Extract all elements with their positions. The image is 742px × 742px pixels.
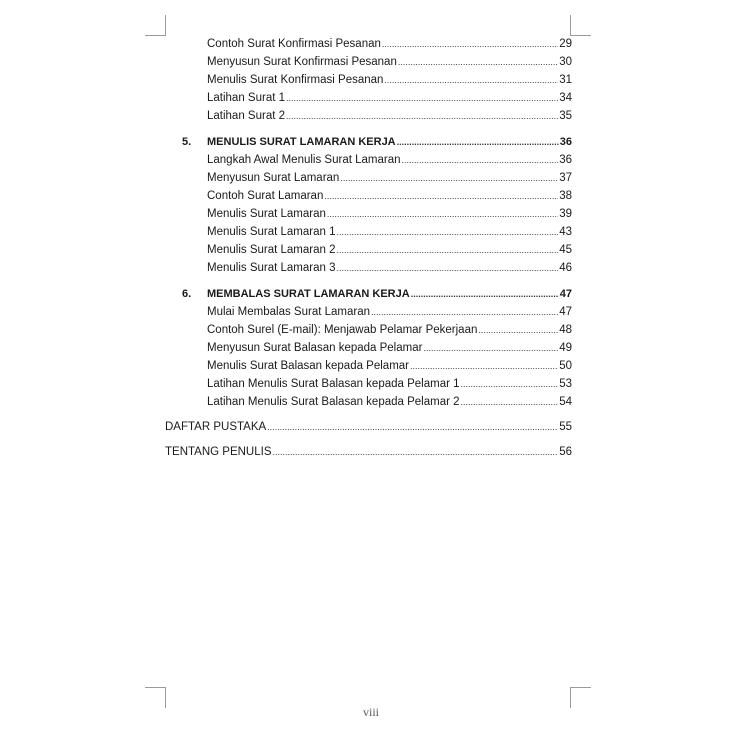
chapter-heading[interactable]: MEMBALAS SURAT LAMARAN KERJA ..... 47: [207, 287, 572, 301]
dot-leader: [371, 305, 558, 319]
dot-leader: [461, 377, 559, 391]
dot-leader: [397, 135, 559, 149]
dot-leader: [286, 109, 558, 123]
dot-leader: [423, 341, 558, 355]
dot-leader: [336, 261, 558, 275]
toc-entry-daftar-pustaka[interactable]: DAFTAR PUSTAKA ..... 55: [165, 420, 572, 434]
dot-leader: [336, 225, 558, 239]
toc-entry[interactable]: Menulis Surat Lamaran 1 ..... 43: [207, 225, 572, 239]
toc-entry[interactable]: Menyusun Surat Lamaran ..... 37: [207, 171, 572, 185]
dot-leader: [340, 171, 558, 185]
toc-entry[interactable]: Latihan Surat 2 ..... 35: [207, 109, 572, 123]
chapter-number: 6.: [182, 288, 192, 300]
toc-entry[interactable]: Menulis Surat Lamaran ..... 39: [207, 207, 572, 221]
dot-leader: [286, 91, 558, 105]
toc-entry[interactable]: Menulis Surat Konfirmasi Pesanan ..... 31: [207, 73, 572, 87]
toc-entry[interactable]: Contoh Surel (E-mail): Menjawab Pelamar Pekerjaan ..... 48: [207, 323, 572, 337]
toc-entry[interactable]: Latihan Menulis Surat Balasan kepada Pelamar 1 ..... 53: [207, 377, 572, 391]
toc-entry[interactable]: Latihan Menulis Surat Balasan kepada Pelamar 2 ..... 54: [207, 395, 572, 409]
dot-leader: [478, 323, 558, 337]
toc-entry[interactable]: Mulai Membalas Surat Lamaran ..... 47: [207, 305, 572, 319]
dot-leader: [384, 73, 558, 87]
page-number: viii: [362, 705, 379, 719]
toc-entry[interactable]: Menulis Surat Lamaran 2 ..... 45: [207, 243, 572, 257]
chapter-number: 5.: [182, 136, 192, 148]
dot-leader: [273, 445, 559, 459]
toc-entry-tentang-penulis[interactable]: TENTANG PENULIS ..... 56: [165, 445, 572, 459]
dot-leader: [461, 395, 559, 409]
toc-entry[interactable]: Contoh Surat Lamaran ..... 38: [207, 189, 572, 203]
toc-entry[interactable]: Contoh Surat Konfirmasi Pesanan ..... 29: [207, 37, 572, 51]
chapter-heading[interactable]: MENULIS SURAT LAMARAN KERJA ..... 36: [207, 135, 572, 149]
toc-entry[interactable]: Langkah Awal Menulis Surat Lamaran ..... 36: [207, 153, 572, 167]
toc-entry[interactable]: Menulis Surat Lamaran 3 ..... 46: [207, 261, 572, 275]
dot-leader: [267, 420, 558, 434]
toc-entry[interactable]: Latihan Surat 1 ..... 34: [207, 91, 572, 105]
toc-entry[interactable]: Menyusun Surat Konfirmasi Pesanan ..... 30: [207, 55, 572, 69]
toc-entry[interactable]: Menulis Surat Balasan kepada Pelamar ..... 50: [207, 359, 572, 373]
dot-leader: [402, 153, 559, 167]
dot-leader: [382, 37, 558, 51]
dot-leader: [324, 189, 558, 203]
dot-leader: [411, 287, 559, 301]
dot-leader: [336, 243, 558, 257]
dot-leader: [398, 55, 558, 69]
dot-leader: [327, 207, 558, 221]
dot-leader: [410, 359, 558, 373]
toc-entry[interactable]: Menyusun Surat Balasan kepada Pelamar ..... 49: [207, 341, 572, 355]
